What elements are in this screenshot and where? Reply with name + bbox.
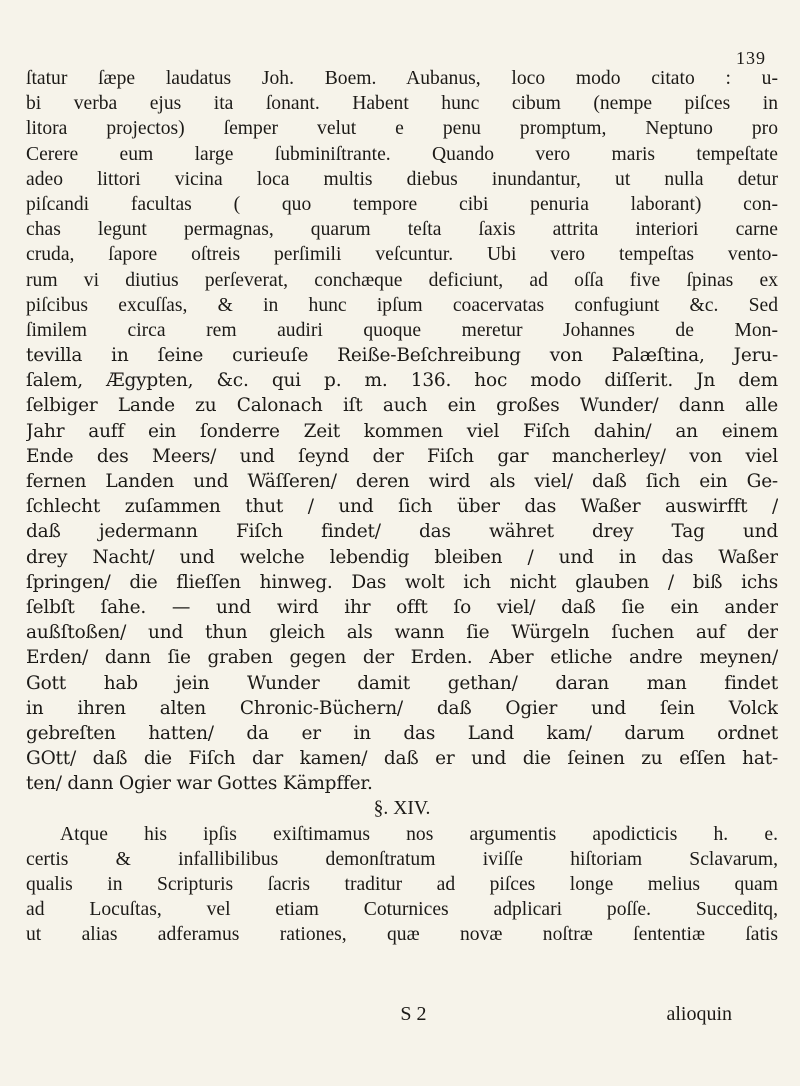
signature-mark: S 2: [400, 1003, 427, 1025]
text-line: ſalem, Ægypten, &c. qui p. m. 136. hoc modo diſſerit. Jn dem: [26, 370, 778, 392]
text-line: bi verba ejus ita ſonant. Habent hunc cibum (nempe piſces in: [26, 93, 778, 115]
text-line: ſimilem circa rem audiri quoque meretur Johannes de Mon-: [26, 319, 778, 341]
text-line: tevilla in ſeine curieuſe Reiße-Beſchreibung von Palæſtina, Jeru-: [26, 345, 778, 367]
text-line: ſchlecht zuſammen thut / und ſich über das Waßer auswirfft /: [26, 496, 778, 518]
text-line: drey Nacht/ und welche lebendig bleiben / und in das Waßer: [26, 546, 778, 568]
text-line: ſtatur ſæpe laudatus Joh. Boem. Aubanus, loco modo citato : u-: [26, 68, 778, 89]
text-line: Gott hab jein Wunder damit gethan/ daran man findet: [26, 672, 778, 694]
text-line: Atque his ipſis exiſtimamus nos argumentis apodicticis h. e.: [60, 823, 778, 845]
text-line: ſelbiger Lande zu Calonach iſt auch ein großes Wunder/ dann alle: [26, 395, 778, 417]
text-line: piſcandi facultas ( quo tempore cibi penuria laborant) con-: [26, 193, 778, 215]
text-line: certis & infallibilibus demonſtratum iviſſe hiſtoriam Sclavarum,: [26, 848, 778, 870]
text-line: GOtt/ daß die Fiſch dar kamen/ daß er und die ſeinen zu eſſen hat-: [26, 748, 778, 770]
text-line: ut alias adferamus rationes, quæ novæ noſtræ ſententiæ ſatis: [26, 924, 778, 946]
text-line: qualis in Scripturis ſacris traditur ad piſces longe melius quam: [26, 874, 778, 895]
page-number: 139: [736, 48, 766, 68]
text-line: gebreſten hatten/ da er in das Land kam/ darum ordnet: [26, 722, 778, 744]
body-text: [26, 66, 778, 948]
text-line: fernen Landen und Wäſſeren/ deren wird als viel/ daß ſich ein Ge-: [26, 471, 778, 492]
text-line: litora projectos) ſemper velut e penu promptum, Neptuno pro: [26, 118, 778, 140]
text-line: §. XIV.: [373, 798, 431, 820]
text-line: Erden/ dann ſie graben gegen der Erden. Aber etliche andre meynen/: [26, 647, 778, 669]
text-line: cruda, ſapore oſtreis perſimili veſcuntur. Ubi vero tempeſtas vento-: [26, 244, 778, 266]
text-line: ad Locuſtas, vel etiam Coturnices adplicari poſſe. Succeditq,: [26, 899, 778, 921]
text-line: daß jedermann Fiſch findet/ das währet drey Tag und: [26, 521, 778, 543]
text-line: ten/ dann Ogier war Gottes Kämpffer.: [26, 773, 373, 795]
text-line: piſcibus excuſſas, & in hunc ipſum coacervatas confugiunt &c. Sed: [26, 294, 778, 316]
catchword: alioquin: [666, 1003, 732, 1025]
text-line: in ihren alten Chronic-Büchern/ daß Ogier und ſein Volck: [26, 697, 778, 719]
signature-row: [400, 1003, 732, 1026]
text-line: chas legunt permagnas, quarum teſta ſaxis attrita interiori carne: [26, 219, 778, 241]
text-line: adeo littori vicina loca multis diebus inundantur, ut nulla detur: [26, 168, 778, 190]
text-line: Ende des Meers/ und ſeynd der Fiſch gar mancherley/ von viel: [26, 445, 778, 467]
text-line: ſelbſt ſahe. — und wird ihr offt ſo viel/ daß ſie ein ander: [26, 596, 778, 618]
text-line: Cerere eum large ſubminiſtrante. Quando vero maris tempeſtate: [26, 143, 778, 165]
text-line: rum vi diutius perſeverat, conchæque deficiunt, ad oſſa five ſpinas ex: [26, 269, 778, 291]
text-line: Jahr auff ein ſonderre Zeit kommen viel Fiſch dahin/ an einem: [26, 420, 778, 442]
text-line: außſtoßen/ und thun gleich als wann ſie Würgeln ſuchen auf der: [26, 622, 778, 644]
text-line: ſpringen/ die flieſſen hinweg. Das wolt ich nicht glauben / biß ichs: [26, 571, 778, 593]
